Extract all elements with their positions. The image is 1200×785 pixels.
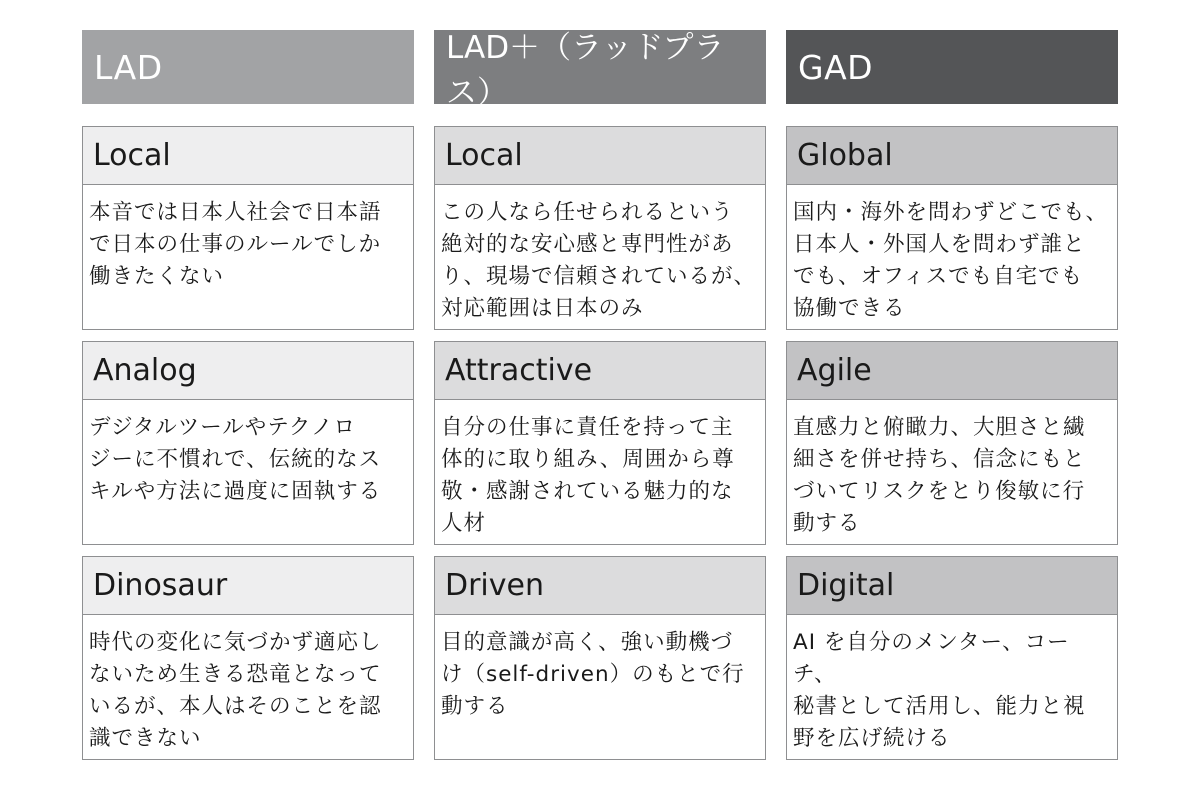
trait-description: 時代の変化に気づかず適応し ないため生きる恐竜となって いるが、本人はそのことを認 識できない [89, 630, 382, 751]
trait-card [434, 556, 766, 760]
trait-description: 自分の仕事に責任を持って主 体的に取り組み、周囲から尊 敬・感謝されている魅力的な 人材 [441, 415, 735, 536]
trait-description: 国内・海外を問わずどこでも、 日本人・外国人を問わず誰と でも、オフィスでも自宅でも 協働できる [793, 200, 1109, 321]
column-header: GAD [786, 30, 1118, 104]
trait-card [786, 341, 1118, 545]
trait-card [786, 126, 1118, 330]
trait-title: Dinosaur [83, 557, 413, 615]
trait-description: AI を自分のメンター、コーチ、 秘書として活用し、能力と視 野を広げ続ける [793, 630, 1086, 751]
trait-title: Agile [787, 342, 1117, 400]
trait-card [82, 556, 414, 760]
trait-description: 目的意識が高く、強い動機づ け（self-driven）のもとで行 動する [441, 630, 745, 719]
column-header: LAD [82, 30, 414, 104]
trait-card [434, 341, 766, 545]
column-header: LAD＋（ラッドプラス） [434, 30, 766, 104]
trait-description: 直感力と俯瞰力、大胆さと繊 細さを併せ持ち、信念にもと づいてリスクをとり俊敏に行 動する [793, 415, 1086, 536]
trait-title: Local [435, 127, 765, 185]
trait-title: Analog [83, 342, 413, 400]
trait-description: 本音では日本人社会で日本語 で日本の仕事のルールでしか 働きたくない [89, 200, 382, 289]
trait-card [82, 341, 414, 545]
trait-card [786, 556, 1118, 760]
trait-title: Digital [787, 557, 1117, 615]
trait-title: Driven [435, 557, 765, 615]
trait-card [82, 126, 414, 330]
trait-description: デジタルツールやテクノロ ジーに不慣れで、伝統的なス キルや方法に過度に固執する [89, 415, 382, 504]
trait-title: Global [787, 127, 1117, 185]
trait-title: Local [83, 127, 413, 185]
trait-title: Attractive [435, 342, 765, 400]
trait-card [434, 126, 766, 330]
trait-description: この人なら任せられるという 絶対的な安心感と専門性があ り、現場で信頼されているが、 対応範囲は日本のみ [441, 200, 757, 321]
